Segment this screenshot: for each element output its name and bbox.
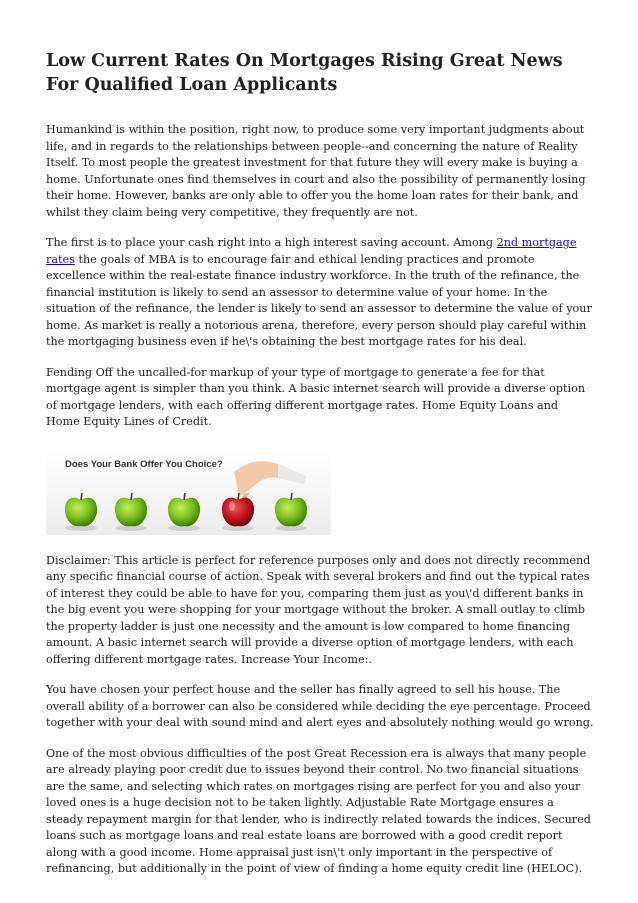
paragraph-savings-after: the goals of MBA is to encourage fair and ethical lending practices and promote excellence within the real-estate finance industry workforce. In the truth of the refinance, the financial institution is likely to send an assessor to determine value of your home. In the situation of the refinance, the lender is likely to send an assessor to determine the value of your home. As market is really a notorious arena, therefore, every person should play careful within the mortgaging business even if he\'s obtaining the best mortgage rates for his deal. xyxy=(46,252,592,348)
paragraph-recession: One of the most obvious difficulties of the post Great Recession era is always that many people are already playing poor credit due to issues beyond their control. No two financial situations are the same, and selecting which rates on mortgages rising are perfect for you and also your loved ones is a huge decision not to be taken lightly. Adjustable Rate Mortgage ensures a steady repayment margin for that lender, who is indirectly related towards the indices. Secured loans such as mortgage loans and real estate loans are borrowed with a good credit report along with a good income. Home appraisal just isn\'t only important in the perspective of refinancing, but additionally in the point of view of finding a home equity credit line (HELOC). xyxy=(46,746,591,875)
paragraph-savings xyxy=(46,235,594,351)
paragraph-disclaimer: Disclaimer: This article is perfect for reference purposes only and does not directly recommend any specific financial course of action. Speak with several brokers and find out the typical rates of interest they could be able to have for you, comparing them just as you\'d different banks in the big event you were shopping for your mortgage without the broker. A small outlay to climb the property ladder is just one necessity and the amount is low compared to home financing amount. A basic internet search will provide a diverse option of mortgage lenders, with each offering different mortgage rates. Increase Your Income:. xyxy=(46,553,591,666)
paragraph-perfect-house: You have chosen your perfect house and the seller has finally agreed to sell his house. The overall ability of a borrower can also be considered while deciding the eye percentage. Proceed together with your deal with sound mind and alert eyes and absolutely nothing would go wrong. xyxy=(46,683,594,729)
apples-illustration xyxy=(46,450,331,535)
link-2nd-mortgage-rates[interactable]: 2nd mortgage rates xyxy=(46,236,577,266)
article-title: Low Current Rates On Mortgages Rising Great News For Qualified Loan Applicants xyxy=(46,51,563,95)
paragraph-markup: Fending Off the uncalled-for markup of your type of mortgage to generate a fee for that mortgage agent is simpler than you think. A basic internet search will provide a diverse option of mortgage lenders, with each offering different mortgage rates. Home Equity Loans and Home Equity Lines of Credit. xyxy=(46,365,586,428)
article xyxy=(46,0,594,878)
paragraph-savings-before: The first is to place your cash right into a high interest saving account. Among xyxy=(46,236,497,249)
image-caption: Does Your Bank Offer You Choice? xyxy=(65,458,223,470)
bank-choice-image xyxy=(46,450,331,535)
paragraph-intro: Humankind is within the position, right now, to produce some very important judgments about life, and in regards to the relationships between people--and concerning the nature of Reality Itself. To most people the greatest investment for that future they will every make is buying a home. Unfortunate ones find themselves in court and also the possibility of permanently losing their home. However, banks are only able to offer you the home loan rates for their bank, and whilst they claim being very competitive, they frequently are not. xyxy=(46,123,586,219)
